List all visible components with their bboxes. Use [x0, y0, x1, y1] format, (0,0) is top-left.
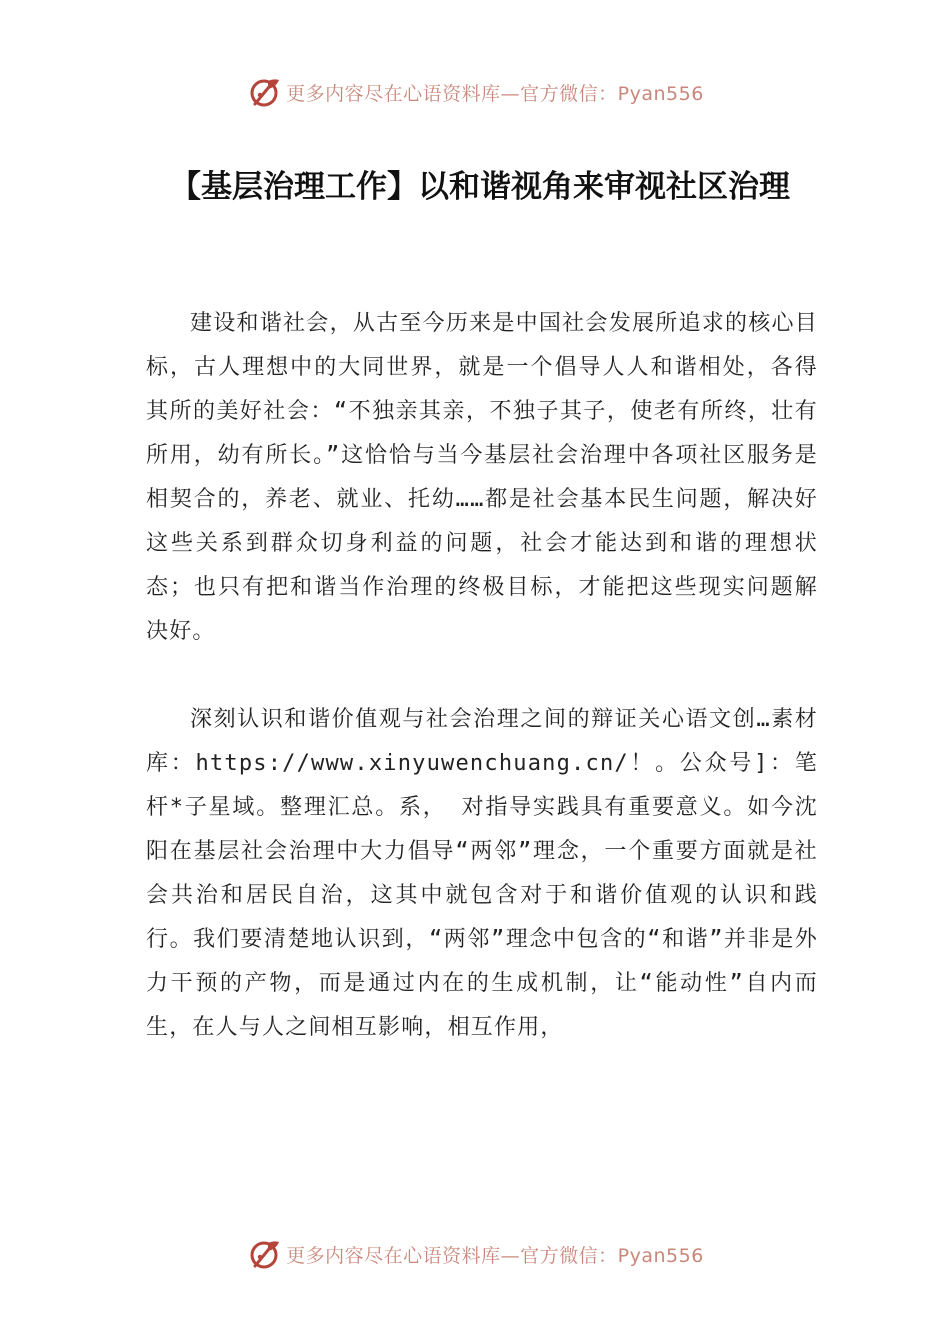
- document-body: [146, 302, 818, 1050]
- quill-seal-icon: [246, 1236, 282, 1272]
- footer-banner-text: [286, 1241, 704, 1268]
- header-banner-label: 更多内容尽在心语资料库—官方微信：: [286, 82, 618, 105]
- quill-seal-icon: [246, 74, 282, 110]
- header-banner: [0, 74, 950, 110]
- document-title: 【基层治理工作】以和谐视角来审视社区治理: [170, 169, 790, 205]
- footer-banner-label: 更多内容尽在心语资料库—官方微信：: [286, 1244, 618, 1267]
- header-banner-handle: Pyan556: [617, 82, 704, 105]
- footer-banner: [0, 1236, 950, 1272]
- footer-banner-handle: Pyan556: [617, 1244, 704, 1267]
- paragraph-2: 深刻认识和谐价值观与社会治理之间的辩证关心语文创…素材库：https://www.xinyuwenchuang.cn/！。公众号]：笔杆*子星域。整理汇总。系， 对指导实践具有重要意义。如今沈阳在基层社会治理中大力倡导“两邻”理念，一个重要方面就是社会共治和居民自治，这其中就包含对于和谐价值观的认识和践行。我们要清楚地认识到，“两邻”理念中包含的“和谐”并非是外力干预的产物，而是通过内在的生成机制，让“能动性”自内而生，在人与人之间相互影响，相互作用，: [146, 707, 818, 1040]
- paragraph-1: 建设和谐社会，从古至今历来是中国社会发展所追求的核心目标，古人理想中的大同世界，就是一个倡导人人和谐相处，各得其所的美好社会：“不独亲其亲，不独子其子，使老有所终，壮有所用，幼有所长。”这恰恰与当今基层社会治理中各项社区服务是相契合的，养老、就业、托幼……都是社会基本民生问题，解决好这些关系到群众切身利益的问题，社会才能达到和谐的理想状态；也只有把和谐当作治理的终极目标，才能把这些现实问题解决好。: [146, 311, 818, 644]
- header-banner-text: [286, 79, 704, 106]
